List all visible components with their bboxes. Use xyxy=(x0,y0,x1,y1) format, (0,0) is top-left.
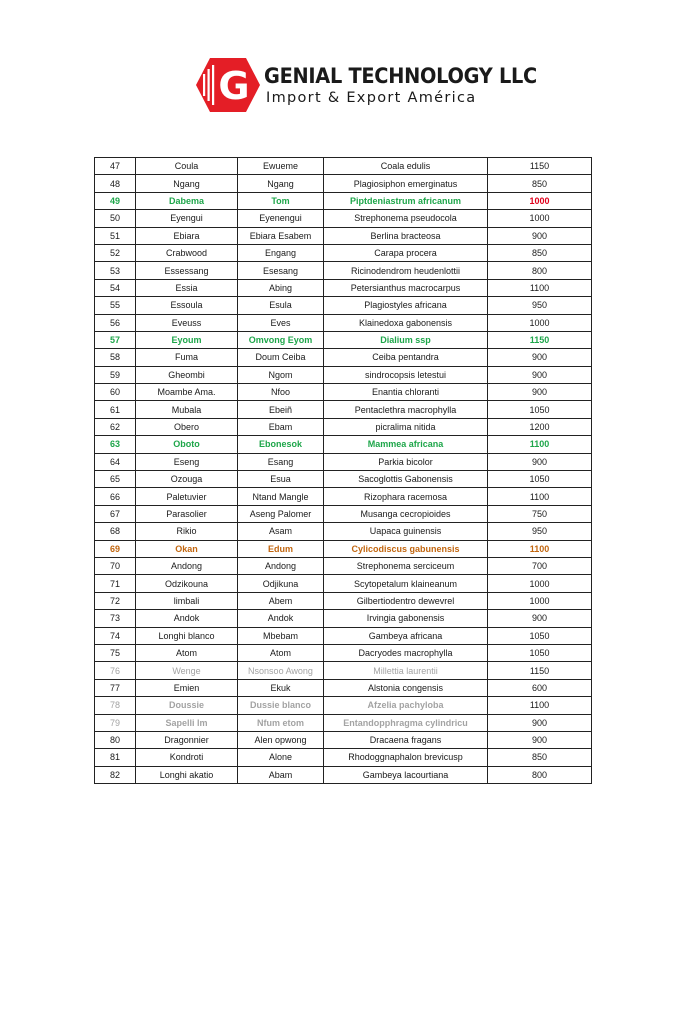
company-name: GENIAL TECHNOLOGY LLC xyxy=(264,64,537,88)
trade-name: Essoula xyxy=(136,297,238,314)
scientific-name: Gambeya africana xyxy=(324,627,488,644)
scientific-name: Entandopphragma cylindricu xyxy=(324,714,488,731)
trade-name: Emien xyxy=(136,679,238,696)
trade-name: Wenge xyxy=(136,662,238,679)
scientific-name: Rizophara racemosa xyxy=(324,488,488,505)
scientific-name: Afzelia pachyloba xyxy=(324,697,488,714)
density-value: 1100 xyxy=(488,697,592,714)
trade-name: Parasolier xyxy=(136,505,238,522)
row-number: 74 xyxy=(95,627,136,644)
trade-name: Dabema xyxy=(136,192,238,209)
scientific-name: Gambeya lacourtiana xyxy=(324,766,488,783)
company-header xyxy=(196,56,537,114)
local-name: Esang xyxy=(238,453,324,470)
local-name: Omvong Eyom xyxy=(238,331,324,348)
local-name: Aseng Palomer xyxy=(238,505,324,522)
local-name: Asam xyxy=(238,523,324,540)
row-number: 62 xyxy=(95,418,136,435)
row-number: 52 xyxy=(95,244,136,261)
density-value: 1050 xyxy=(488,471,592,488)
table-row xyxy=(95,488,592,505)
row-number: 75 xyxy=(95,644,136,661)
scientific-name: Dialium ssp xyxy=(324,331,488,348)
density-value: 900 xyxy=(488,731,592,748)
scientific-name: Carapa procera xyxy=(324,244,488,261)
table-row xyxy=(95,749,592,766)
scientific-name: Uapaca guinensis xyxy=(324,523,488,540)
table-row xyxy=(95,279,592,296)
density-value: 950 xyxy=(488,523,592,540)
scientific-name: Cylicodiscus gabunensis xyxy=(324,540,488,557)
table-row xyxy=(95,679,592,696)
local-name: Ewueme xyxy=(238,158,324,175)
table-row xyxy=(95,471,592,488)
row-number: 56 xyxy=(95,314,136,331)
table-row xyxy=(95,697,592,714)
scientific-name: Scytopetalum klaineanum xyxy=(324,575,488,592)
row-number: 53 xyxy=(95,262,136,279)
scientific-name: Millettia laurentii xyxy=(324,662,488,679)
row-number: 48 xyxy=(95,175,136,192)
local-name: Ngom xyxy=(238,366,324,383)
table-row xyxy=(95,418,592,435)
trade-name: Eyengui xyxy=(136,210,238,227)
wood-species-table-body xyxy=(95,158,592,784)
local-name: Ntand Mangle xyxy=(238,488,324,505)
trade-name: Ebiara xyxy=(136,227,238,244)
local-name: Nsonsoo Awong xyxy=(238,662,324,679)
table-row xyxy=(95,575,592,592)
local-name: Mbebam xyxy=(238,627,324,644)
scientific-name: Parkia bicolor xyxy=(324,453,488,470)
local-name: Abem xyxy=(238,592,324,609)
trade-name: Andok xyxy=(136,610,238,627)
table-row xyxy=(95,331,592,348)
scientific-name: Irvingia gabonensis xyxy=(324,610,488,627)
local-name: Ebiara Esabem xyxy=(238,227,324,244)
trade-name: Atom xyxy=(136,644,238,661)
table-row xyxy=(95,314,592,331)
scientific-name: Strephonema pseudocola xyxy=(324,210,488,227)
table-row xyxy=(95,192,592,209)
density-value: 1000 xyxy=(488,192,592,209)
row-number: 59 xyxy=(95,366,136,383)
table-row xyxy=(95,384,592,401)
trade-name: Dragonnier xyxy=(136,731,238,748)
trade-name: Doussie xyxy=(136,697,238,714)
density-value: 1050 xyxy=(488,644,592,661)
trade-name: Ngang xyxy=(136,175,238,192)
density-value: 950 xyxy=(488,297,592,314)
scientific-name: Petersianthus macrocarpus xyxy=(324,279,488,296)
density-value: 1050 xyxy=(488,627,592,644)
table-row xyxy=(95,557,592,574)
density-value: 700 xyxy=(488,557,592,574)
table-row xyxy=(95,227,592,244)
scientific-name: Rhodoggnaphalon brevicusp xyxy=(324,749,488,766)
trade-name: Essia xyxy=(136,279,238,296)
trade-name: Odzikouna xyxy=(136,575,238,592)
scientific-name: picralima nitida xyxy=(324,418,488,435)
table-row xyxy=(95,714,592,731)
local-name: Abing xyxy=(238,279,324,296)
table-row xyxy=(95,401,592,418)
row-number: 58 xyxy=(95,349,136,366)
scientific-name: Gilbertiodentro dewevrel xyxy=(324,592,488,609)
trade-name: Crabwood xyxy=(136,244,238,261)
row-number: 55 xyxy=(95,297,136,314)
density-value: 900 xyxy=(488,227,592,244)
logo-letter: G xyxy=(218,64,250,108)
row-number: 77 xyxy=(95,679,136,696)
trade-name: Eseng xyxy=(136,453,238,470)
row-number: 69 xyxy=(95,540,136,557)
table-row xyxy=(95,262,592,279)
local-name: Esua xyxy=(238,471,324,488)
local-name: Esula xyxy=(238,297,324,314)
row-number: 78 xyxy=(95,697,136,714)
local-name: Dussie blanco xyxy=(238,697,324,714)
density-value: 1100 xyxy=(488,279,592,296)
scientific-name: Piptdeniastrum africanum xyxy=(324,192,488,209)
density-value: 1000 xyxy=(488,575,592,592)
density-value: 900 xyxy=(488,366,592,383)
row-number: 72 xyxy=(95,592,136,609)
scientific-name: Plagiostyles africana xyxy=(324,297,488,314)
scientific-name: Ceiba pentandra xyxy=(324,349,488,366)
table-row xyxy=(95,436,592,453)
company-tagline: Import & Export América xyxy=(266,90,477,106)
scientific-name: sindrocopsis letestui xyxy=(324,366,488,383)
table-row xyxy=(95,523,592,540)
local-name: Ebeiñ xyxy=(238,401,324,418)
table-row xyxy=(95,540,592,557)
local-name: Ngang xyxy=(238,175,324,192)
row-number: 51 xyxy=(95,227,136,244)
row-number: 66 xyxy=(95,488,136,505)
row-number: 73 xyxy=(95,610,136,627)
density-value: 1100 xyxy=(488,436,592,453)
density-value: 900 xyxy=(488,453,592,470)
local-name: Nfoo xyxy=(238,384,324,401)
row-number: 70 xyxy=(95,557,136,574)
density-value: 1200 xyxy=(488,418,592,435)
trade-name: Fuma xyxy=(136,349,238,366)
density-value: 750 xyxy=(488,505,592,522)
local-name: Ebam xyxy=(238,418,324,435)
local-name: Ebonesok xyxy=(238,436,324,453)
row-number: 65 xyxy=(95,471,136,488)
row-number: 60 xyxy=(95,384,136,401)
density-value: 850 xyxy=(488,749,592,766)
trade-name: Essessang xyxy=(136,262,238,279)
density-value: 900 xyxy=(488,349,592,366)
local-name: Ekuk xyxy=(238,679,324,696)
trade-name: Paletuvier xyxy=(136,488,238,505)
scientific-name: Musanga cecropioides xyxy=(324,505,488,522)
table-row xyxy=(95,505,592,522)
row-number: 63 xyxy=(95,436,136,453)
density-value: 900 xyxy=(488,384,592,401)
local-name: Alone xyxy=(238,749,324,766)
trade-name: Okan xyxy=(136,540,238,557)
company-logo-icon xyxy=(196,56,260,114)
trade-name: Oboto xyxy=(136,436,238,453)
row-number: 57 xyxy=(95,331,136,348)
trade-name: Moambe Ama. xyxy=(136,384,238,401)
trade-name: limbali xyxy=(136,592,238,609)
scientific-name: Alstonia congensis xyxy=(324,679,488,696)
trade-name: Longhi akatio xyxy=(136,766,238,783)
trade-name: Gheombi xyxy=(136,366,238,383)
scientific-name: Ricinodendrom heudenlottii xyxy=(324,262,488,279)
trade-name: Eveuss xyxy=(136,314,238,331)
trade-name: Coula xyxy=(136,158,238,175)
row-number: 81 xyxy=(95,749,136,766)
scientific-name: Plagiosiphon emerginatus xyxy=(324,175,488,192)
trade-name: Kondroti xyxy=(136,749,238,766)
local-name: Engang xyxy=(238,244,324,261)
density-value: 800 xyxy=(488,766,592,783)
table-row xyxy=(95,610,592,627)
table-row xyxy=(95,453,592,470)
local-name: Nfum etom xyxy=(238,714,324,731)
local-name: Andok xyxy=(238,610,324,627)
density-value: 1000 xyxy=(488,592,592,609)
scientific-name: Pentaclethra macrophylla xyxy=(324,401,488,418)
scientific-name: Berlina bracteosa xyxy=(324,227,488,244)
row-number: 47 xyxy=(95,158,136,175)
density-value: 800 xyxy=(488,262,592,279)
trade-name: Sapelli lm xyxy=(136,714,238,731)
density-value: 850 xyxy=(488,175,592,192)
scientific-name: Dracaena fragans xyxy=(324,731,488,748)
table-row xyxy=(95,592,592,609)
local-name: Atom xyxy=(238,644,324,661)
scientific-name: Enantia chloranti xyxy=(324,384,488,401)
table-row xyxy=(95,766,592,783)
density-value: 1150 xyxy=(488,662,592,679)
row-number: 71 xyxy=(95,575,136,592)
density-value: 1000 xyxy=(488,210,592,227)
local-name: Abam xyxy=(238,766,324,783)
local-name: Eyenengui xyxy=(238,210,324,227)
scientific-name: Mammea africana xyxy=(324,436,488,453)
scientific-name: Klainedoxa gabonensis xyxy=(324,314,488,331)
local-name: Alen opwong xyxy=(238,731,324,748)
density-value: 1050 xyxy=(488,401,592,418)
density-value: 900 xyxy=(488,610,592,627)
trade-name: Ozouga xyxy=(136,471,238,488)
trade-name: Obero xyxy=(136,418,238,435)
density-value: 1150 xyxy=(488,331,592,348)
table-row xyxy=(95,297,592,314)
row-number: 76 xyxy=(95,662,136,679)
table-row xyxy=(95,244,592,261)
density-value: 900 xyxy=(488,714,592,731)
table-row xyxy=(95,158,592,175)
row-number: 82 xyxy=(95,766,136,783)
local-name: Tom xyxy=(238,192,324,209)
trade-name: Eyoum xyxy=(136,331,238,348)
scientific-name: Sacoglottis Gabonensis xyxy=(324,471,488,488)
density-value: 850 xyxy=(488,244,592,261)
density-value: 1150 xyxy=(488,158,592,175)
local-name: Andong xyxy=(238,557,324,574)
row-number: 61 xyxy=(95,401,136,418)
table-row xyxy=(95,349,592,366)
table-row xyxy=(95,210,592,227)
density-value: 1100 xyxy=(488,540,592,557)
table-row xyxy=(95,644,592,661)
scientific-name: Strephonema serciceum xyxy=(324,557,488,574)
table-row xyxy=(95,662,592,679)
scientific-name: Dacryodes macrophylla xyxy=(324,644,488,661)
row-number: 49 xyxy=(95,192,136,209)
local-name: Odjikuna xyxy=(238,575,324,592)
row-number: 80 xyxy=(95,731,136,748)
row-number: 68 xyxy=(95,523,136,540)
trade-name: Mubala xyxy=(136,401,238,418)
row-number: 54 xyxy=(95,279,136,296)
density-value: 1000 xyxy=(488,314,592,331)
table-row xyxy=(95,627,592,644)
density-value: 1100 xyxy=(488,488,592,505)
trade-name: Rikio xyxy=(136,523,238,540)
local-name: Eves xyxy=(238,314,324,331)
row-number: 64 xyxy=(95,453,136,470)
trade-name: Longhi blanco xyxy=(136,627,238,644)
trade-name: Andong xyxy=(136,557,238,574)
row-number: 50 xyxy=(95,210,136,227)
table-row xyxy=(95,731,592,748)
scientific-name: Coala edulis xyxy=(324,158,488,175)
table-row xyxy=(95,175,592,192)
wood-species-table xyxy=(94,157,592,784)
density-value: 600 xyxy=(488,679,592,696)
row-number: 79 xyxy=(95,714,136,731)
local-name: Esesang xyxy=(238,262,324,279)
local-name: Doum Ceiba xyxy=(238,349,324,366)
local-name: Edum xyxy=(238,540,324,557)
row-number: 67 xyxy=(95,505,136,522)
table-row xyxy=(95,366,592,383)
